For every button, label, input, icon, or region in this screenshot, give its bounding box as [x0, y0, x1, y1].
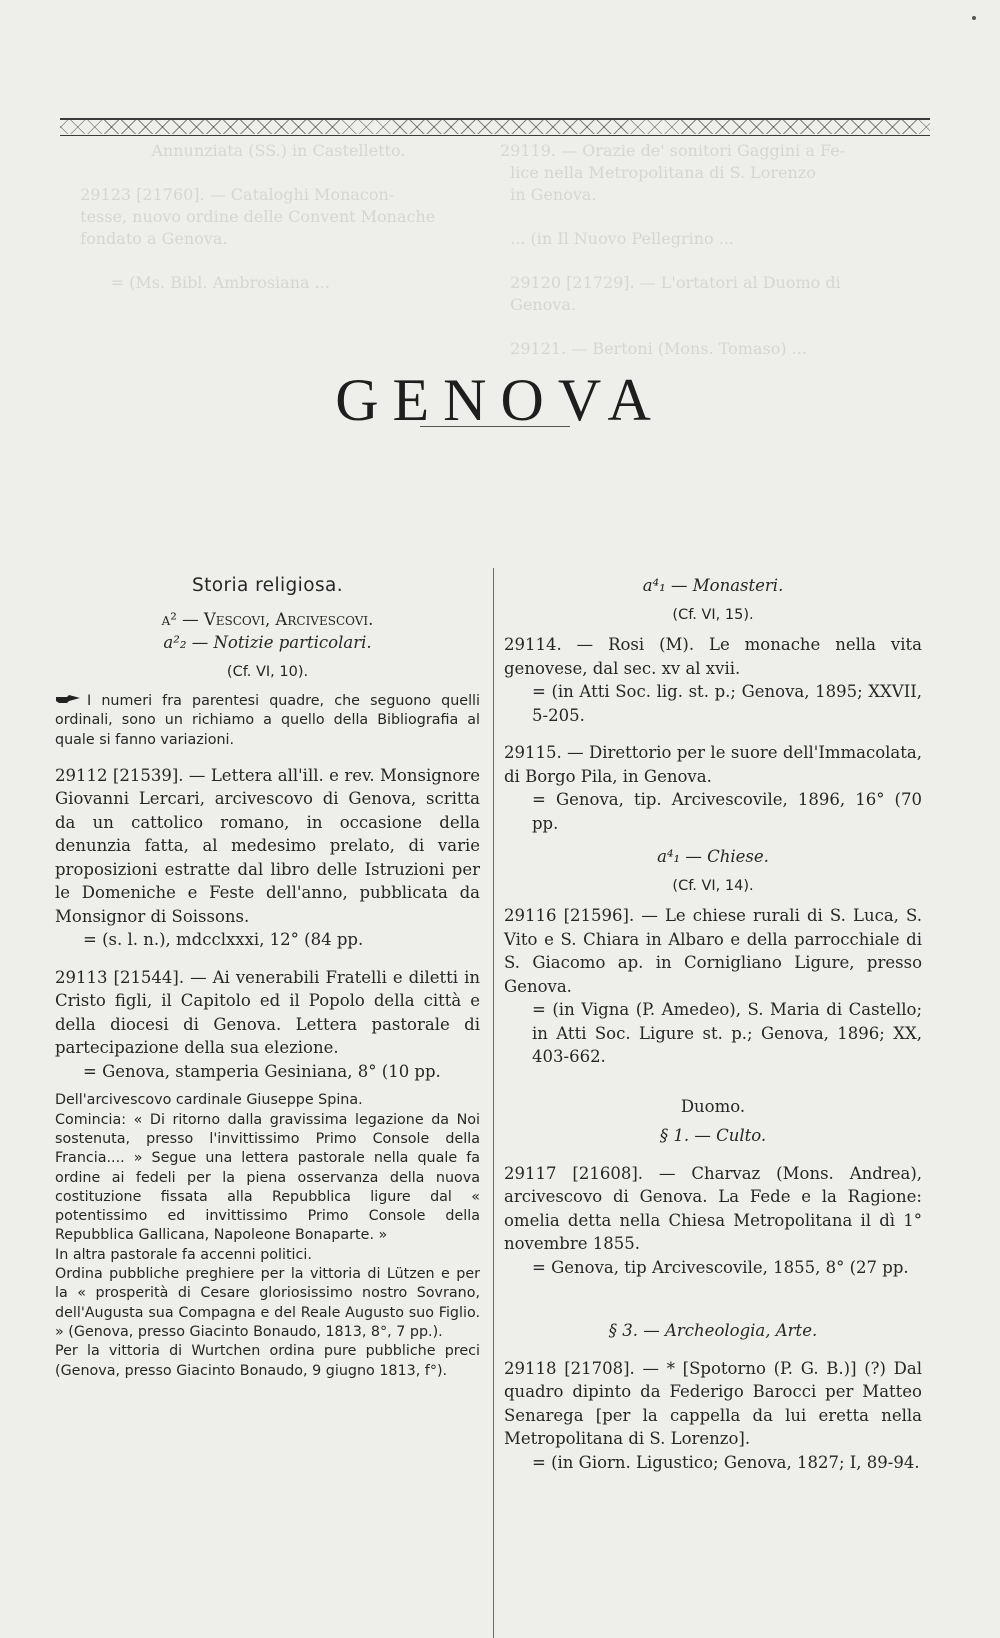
entry-29118 [504, 1357, 922, 1475]
notice-paragraph [55, 692, 480, 750]
entry-heading: 29115. — Direttorio per le suore dell'Immacolata, di Borgo Pila, in Genova. [504, 743, 922, 786]
speck [972, 16, 976, 20]
page-title: GENOVA [335, 367, 665, 434]
entry-imprint: = (s. l. n.), mdcclxxxi, 12° (84 pp. [83, 930, 364, 950]
entry-29117 [504, 1162, 922, 1280]
cross-reference: (Cf. VI, 14). [672, 877, 754, 894]
subsection-heading: a⁴₁ — Chiese. [657, 847, 769, 866]
entry-heading: 29118 [21708]. — * [Spotorno (P. G. B.)] (?) Dal quadro dipinto da Federigo Barocci per Matteo Senarega [per la cappella da lui eretta nella Metropolitana di S. Lorenzo]. [504, 1358, 922, 1448]
subsection-heading: a⁴₁ — Monasteri. [642, 576, 784, 595]
subsection-heading: a²₂ — Notizie particolari. [163, 633, 372, 652]
entry-heading: 29116 [21596]. — Le chiese rurali di S. Luca, S. Vito e S. Chiara in Albaro e della parrocchiale di S. Giacomo ap. in Cornigliano Ligure, presso Genova. [504, 906, 922, 996]
pointing-hand-icon [55, 692, 81, 711]
entry-imprint: = Genova, tip Arcivescovile, 1855, 8° (27 pp. [532, 1257, 909, 1277]
note-line: Per la vittoria di Wurtchen ordina pure pubbliche preci (Genova, presso Giacinto Bonaudo, 9 giugno 1813, f°). [55, 1343, 480, 1379]
right-column [504, 574, 922, 1474]
entry-imprint: = (in Vigna (P. Amedeo), S. Maria di Castello; in Atti Soc. Ligure st. p.; Genova, 1896; XX, 403-662. [532, 1000, 922, 1066]
duomo-heading: Duomo. [680, 1096, 746, 1116]
entry-29116 [504, 904, 922, 1069]
column-divider [493, 568, 494, 1638]
entry-heading: 29113 [21544]. — Ai venerabili Fratelli e diletti in Cristo figli, il Capitolo ed il Popolo della città e della diocesi di Genova. Lettera pastorale di partecipazione della sua elezione. [55, 967, 480, 1058]
entry-imprint: = (in Giorn. Ligustico; Genova, 1827; I, 89-94. [532, 1452, 920, 1472]
paragraph-heading: § 3. — Archeologia, Arte. [608, 1321, 818, 1340]
entry-imprint: = Genova, stamperia Gesiniana, 8° (10 pp. [83, 1061, 441, 1081]
ornamental-header-rule [60, 118, 930, 134]
note-line: Dell'arcivescovo cardinale Giuseppe Spina. [55, 1092, 363, 1109]
note-line: Comincia: « Di ritorno dalla gravissima legazione da Noi sostenuta, presso l'invittissimo Primo Console della Francia.... » Segue una lettera pastorale nella quale fa ordine ai fedeli per la piena osservanza della nuova costituzione fissata alla Repubblica ligure dal « potentissimo ed invittissimo Primo Console della Repubblica Gallicana, Napoleone Bonaparte. » [55, 1111, 480, 1244]
entry-heading: 29117 [21608]. — Charvaz (Mons. Andrea), arcivescovo di Genova. La Fede e la Ragione: omelia detta nella Chiesa Metropolitana il dì 1° novembre 1855. [504, 1163, 922, 1253]
entry-29114 [504, 633, 922, 727]
entry-heading: 29114. — Rosi (M). Le monache nella vita genovese, dal sec. xv al xvii. [504, 635, 922, 678]
notice-text: I numeri fra parentesi quadre, che seguono quelli ordinali, sono un richiamo a quello della Bibliografia al quale si fanno variazioni. [55, 693, 480, 748]
note-line: Ordina pubbliche preghiere per la vittoria di Lützen e per la « prosperità di Cesare gloriosissimo nostro Sovrano, dell'Augusta sua Compagna e del Reale Augusto suo Figlio. » (Genova, presso Giacinto Bonaudo, 1813, 8°, 7 pp.). [55, 1266, 480, 1340]
entry-heading: 29112 [21539]. — Lettera all'ill. e rev. Monsignore Giovanni Lercari, arcivescovo di Genova, scritta da un cattolico romano, in occasione della denunzia fatta, al medesimo prelato, di varie proposizioni estratte dal libro delle Istruzioni per le Domeniche e Feste dell'anno, pubblicata da Monsignor di Soissons. [55, 765, 480, 926]
entry-29112 [55, 764, 480, 952]
entry-29113 [55, 966, 480, 1084]
left-column [55, 574, 480, 1381]
entry-29115 [504, 741, 922, 835]
cross-reference: (Cf. VI, 15). [672, 606, 754, 623]
entry-imprint: = (in Atti Soc. lig. st. p.; Genova, 1895; XXVII, 5-205. [532, 682, 922, 725]
entry-imprint: = Genova, tip. Arcivescovile, 1896, 16° (70 pp. [532, 790, 922, 833]
subsection-heading: a² — Vescovi, Arcivescovi. [161, 609, 374, 629]
title-underline [420, 426, 570, 427]
section-title: Storia religiosa. [192, 575, 343, 596]
bleed-through-left: Annunziata (SS.) in Castelletto. 29123 [21760]. — Cataloghi Monacon- tesse, nuovo ordine delle Convent Monache fondato a Genova. = (Ms. Bibl. Ambrosiana ... [80, 141, 436, 292]
entry-notes [55, 1091, 480, 1380]
paragraph-heading: § 1. — Culto. [659, 1126, 767, 1145]
cross-reference: (Cf. VI, 10). [226, 663, 309, 680]
bleed-through-right: 29119. — Orazie de' sonitori Gaggini a Fe- lice nella Metropolitana di S. Lorenzo in Genova. ... (in Il Nuovo Pellegrino ... 29120 [21729]. — L'ortatori al Duomo di Genova. 29121. — Bertoni (Mons. Tomaso) ... [500, 141, 846, 358]
note-line: In altra pastorale fa accenni politici. [55, 1246, 312, 1263]
